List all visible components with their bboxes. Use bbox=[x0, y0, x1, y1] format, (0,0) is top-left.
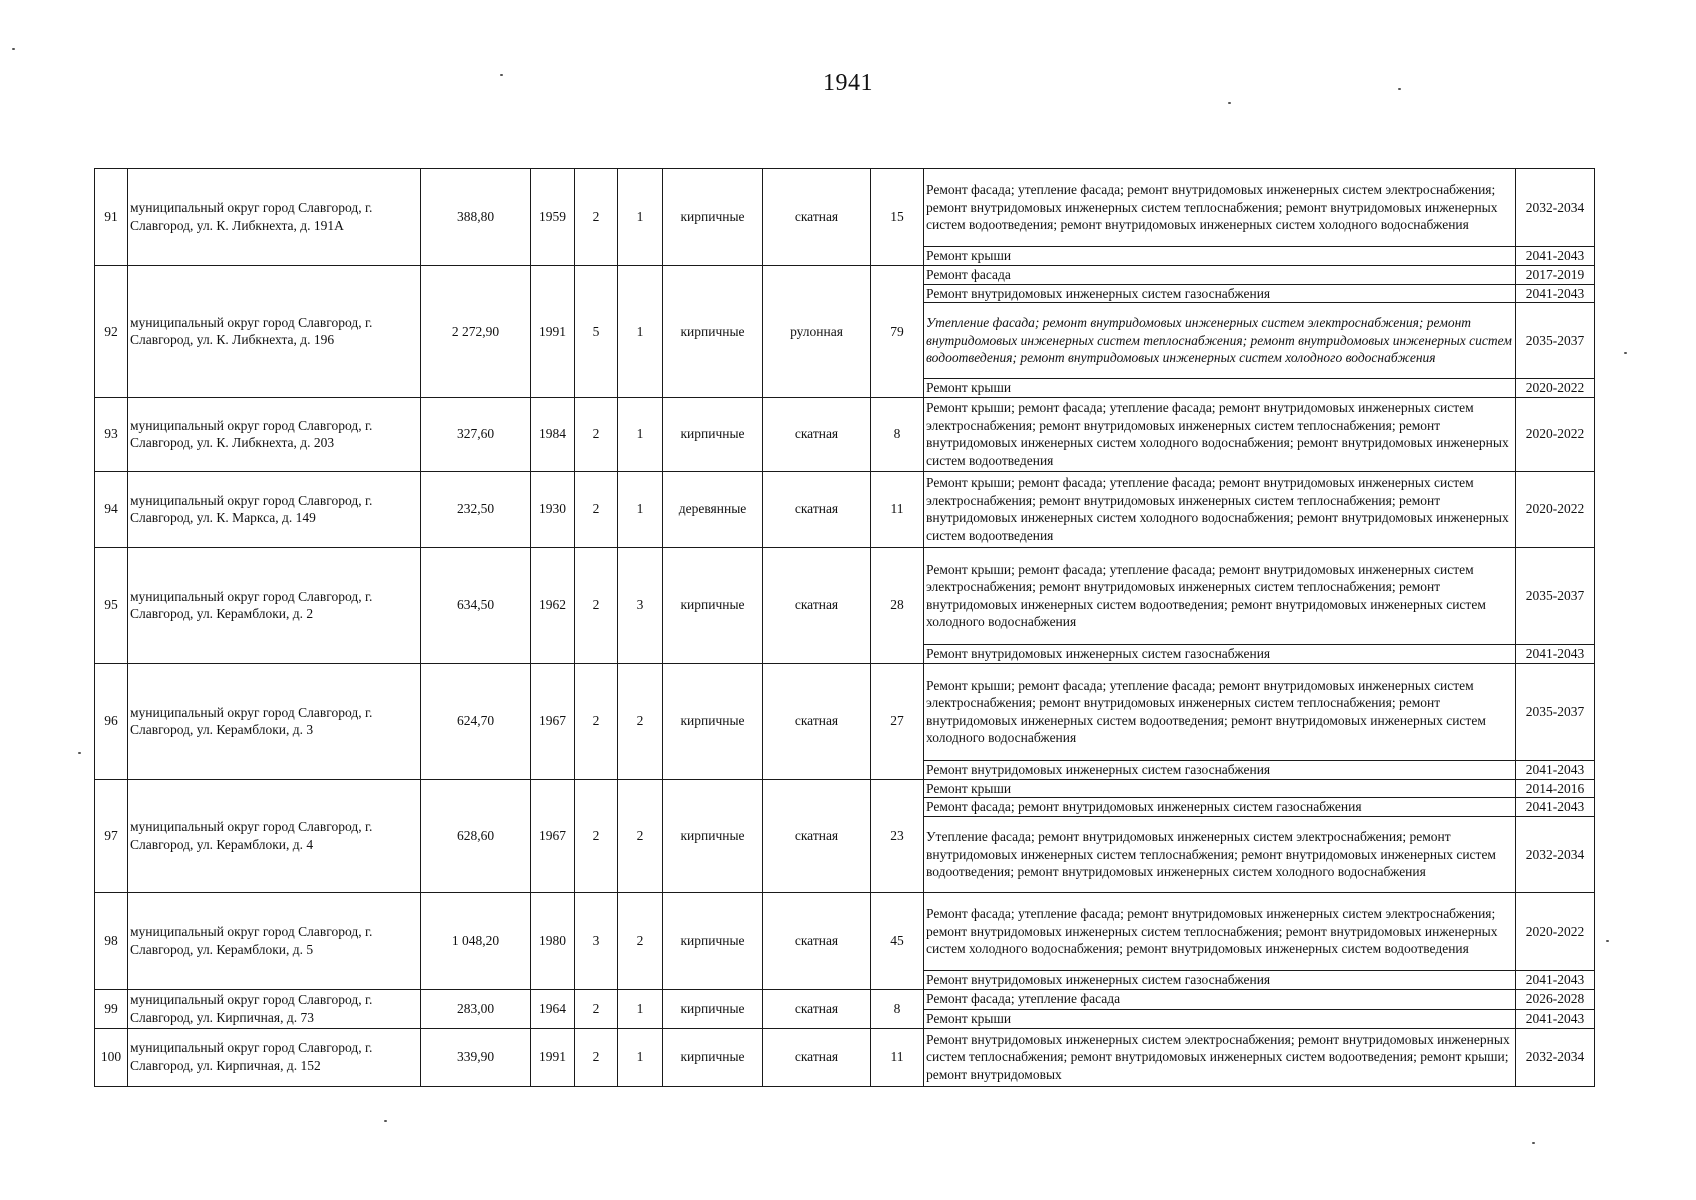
address-cell: муниципальный округ город Славгород, г. Славгород, ул. Керамблоки, д. 2 bbox=[128, 547, 421, 663]
work-description-cell: Утепление фасада; ремонт внутридомовых инженерных систем электроснабжения; ремонт внутридомовых инженерных систем теплоснабжения; ремонт внутридомовых инженерных систем водоотведения; ремонт внутридомовых инженерных систем холодного водоснабжения bbox=[924, 816, 1516, 892]
wall-material-cell: деревянные bbox=[663, 471, 763, 547]
floors-cell: 2 bbox=[575, 169, 618, 266]
work-period-cell: 2032-2034 bbox=[1516, 169, 1595, 247]
scan-speck bbox=[384, 1120, 387, 1122]
area-cell: 388,80 bbox=[421, 169, 531, 266]
scan-speck bbox=[1532, 1142, 1535, 1144]
work-description-cell: Ремонт внутридомовых инженерных систем газоснабжения bbox=[924, 644, 1516, 663]
address-cell: муниципальный округ город Славгород, г. Славгород, ул. К. Маркса, д. 149 bbox=[128, 471, 421, 547]
build-year-cell: 1980 bbox=[531, 892, 575, 989]
table-row bbox=[95, 397, 1595, 471]
work-description-cell: Ремонт крыши bbox=[924, 247, 1516, 266]
roof-type-cell: скатная bbox=[763, 547, 871, 663]
build-year-cell: 1967 bbox=[531, 663, 575, 779]
entrances-cell: 1 bbox=[618, 266, 663, 398]
area-cell: 283,00 bbox=[421, 989, 531, 1028]
wall-material-cell: кирпичные bbox=[663, 779, 763, 892]
entrances-cell: 1 bbox=[618, 471, 663, 547]
work-period-cell: 2041-2043 bbox=[1516, 284, 1595, 303]
residents-cell: 23 bbox=[871, 779, 924, 892]
floors-cell: 5 bbox=[575, 266, 618, 398]
work-period-cell: 2035-2037 bbox=[1516, 547, 1595, 644]
floors-cell: 2 bbox=[575, 989, 618, 1028]
build-year-cell: 1962 bbox=[531, 547, 575, 663]
address-cell: муниципальный округ город Славгород, г. Славгород, ул. Керамблоки, д. 3 bbox=[128, 663, 421, 779]
work-period-cell: 2014-2016 bbox=[1516, 779, 1595, 798]
area-cell: 624,70 bbox=[421, 663, 531, 779]
address-cell: муниципальный округ город Славгород, г. Славгород, ул. К. Либкнехта, д. 191А bbox=[128, 169, 421, 266]
work-period-cell: 2020-2022 bbox=[1516, 892, 1595, 970]
work-period-cell: 2020-2022 bbox=[1516, 397, 1595, 471]
residents-cell: 8 bbox=[871, 989, 924, 1028]
entrances-cell: 1 bbox=[618, 397, 663, 471]
work-description-cell: Ремонт крыши bbox=[924, 379, 1516, 398]
work-period-cell: 2032-2034 bbox=[1516, 1028, 1595, 1086]
row-number-cell: 97 bbox=[95, 779, 128, 892]
row-number-cell: 100 bbox=[95, 1028, 128, 1086]
roof-type-cell: рулонная bbox=[763, 266, 871, 398]
address-cell: муниципальный округ город Славгород, г. Славгород, ул. Кирпичная, д. 152 bbox=[128, 1028, 421, 1086]
work-description-cell: Ремонт внутридомовых инженерных систем электроснабжения; ремонт внутридомовых инженерных систем теплоснабжения; ремонт внутридомовых инженерных систем водоотведения; ремонт крыши; ремонт внутридомовых bbox=[924, 1028, 1516, 1086]
address-cell: муниципальный округ город Славгород, г. Славгород, ул. К. Либкнехта, д. 203 bbox=[128, 397, 421, 471]
residents-cell: 11 bbox=[871, 1028, 924, 1086]
table-row bbox=[95, 266, 1595, 285]
area-cell: 634,50 bbox=[421, 547, 531, 663]
wall-material-cell: кирпичные bbox=[663, 663, 763, 779]
build-year-cell: 1967 bbox=[531, 779, 575, 892]
build-year-cell: 1959 bbox=[531, 169, 575, 266]
roof-type-cell: скатная bbox=[763, 169, 871, 266]
work-period-cell: 2020-2022 bbox=[1516, 471, 1595, 547]
roof-type-cell: скатная bbox=[763, 397, 871, 471]
work-description-cell: Ремонт внутридомовых инженерных систем газоснабжения bbox=[924, 760, 1516, 779]
work-period-cell: 2041-2043 bbox=[1516, 247, 1595, 266]
table-row bbox=[95, 663, 1595, 760]
work-description-cell: Ремонт крыши bbox=[924, 1009, 1516, 1028]
work-description-cell: Ремонт внутридомовых инженерных систем газоснабжения bbox=[924, 284, 1516, 303]
wall-material-cell: кирпичные bbox=[663, 169, 763, 266]
entrances-cell: 1 bbox=[618, 169, 663, 266]
residents-cell: 11 bbox=[871, 471, 924, 547]
wall-material-cell: кирпичные bbox=[663, 547, 763, 663]
scan-speck bbox=[1398, 88, 1401, 90]
work-description-cell: Ремонт крыши; ремонт фасада; утепление фасада; ремонт внутридомовых инженерных систем электроснабжения; ремонт внутридомовых инженерных систем теплоснабжения; ремонт внутридомовых инженерных систем водоотведения; ремонт внутридомовых инженерных систем холодного водоснабжения bbox=[924, 547, 1516, 644]
work-period-cell: 2041-2043 bbox=[1516, 760, 1595, 779]
work-description-cell: Утепление фасада; ремонт внутридомовых инженерных систем электроснабжения; ремонт внутридомовых инженерных систем теплоснабжения; ремонт внутридомовых инженерных систем водоотведения; ремонт внутридомовых инженерных систем холодного водоснабжения bbox=[924, 303, 1516, 379]
housing-repair-table bbox=[94, 168, 1595, 1087]
area-cell: 628,60 bbox=[421, 779, 531, 892]
work-period-cell: 2020-2022 bbox=[1516, 379, 1595, 398]
residents-cell: 8 bbox=[871, 397, 924, 471]
entrances-cell: 1 bbox=[618, 989, 663, 1028]
floors-cell: 3 bbox=[575, 892, 618, 989]
roof-type-cell: скатная bbox=[763, 892, 871, 989]
address-cell: муниципальный округ город Славгород, г. Славгород, ул. Керамблоки, д. 4 bbox=[128, 779, 421, 892]
entrances-cell: 3 bbox=[618, 547, 663, 663]
area-cell: 232,50 bbox=[421, 471, 531, 547]
work-description-cell: Ремонт фасада; ремонт внутридомовых инженерных систем газоснабжения bbox=[924, 798, 1516, 817]
address-cell: муниципальный округ город Славгород, г. Славгород, ул. Кирпичная, д. 73 bbox=[128, 989, 421, 1028]
scan-speck bbox=[1624, 352, 1627, 354]
scan-speck bbox=[78, 752, 81, 754]
work-period-cell: 2035-2037 bbox=[1516, 663, 1595, 760]
wall-material-cell: кирпичные bbox=[663, 397, 763, 471]
work-period-cell: 2041-2043 bbox=[1516, 644, 1595, 663]
roof-type-cell: скатная bbox=[763, 663, 871, 779]
build-year-cell: 1991 bbox=[531, 266, 575, 398]
floors-cell: 2 bbox=[575, 471, 618, 547]
row-number-cell: 95 bbox=[95, 547, 128, 663]
work-period-cell: 2026-2028 bbox=[1516, 989, 1595, 1009]
row-number-cell: 98 bbox=[95, 892, 128, 989]
work-period-cell: 2035-2037 bbox=[1516, 303, 1595, 379]
scan-speck bbox=[1606, 940, 1609, 942]
floors-cell: 2 bbox=[575, 779, 618, 892]
work-description-cell: Ремонт фасада; утепление фасада; ремонт внутридомовых инженерных систем электроснабжения; ремонт внутридомовых инженерных систем теплоснабжения; ремонт внутридомовых инженерных систем холодного водоснабжения; ремонт внутридомовых инженерных систем водоотведения bbox=[924, 892, 1516, 970]
scan-speck bbox=[1228, 102, 1231, 104]
entrances-cell: 1 bbox=[618, 1028, 663, 1086]
address-cell: муниципальный округ город Славгород, г. Славгород, ул. Керамблоки, д. 5 bbox=[128, 892, 421, 989]
work-description-cell: Ремонт фасада; утепление фасада bbox=[924, 989, 1516, 1009]
row-number-cell: 92 bbox=[95, 266, 128, 398]
entrances-cell: 2 bbox=[618, 663, 663, 779]
residents-cell: 28 bbox=[871, 547, 924, 663]
page-number: 1941 bbox=[823, 70, 873, 96]
entrances-cell: 2 bbox=[618, 779, 663, 892]
wall-material-cell: кирпичные bbox=[663, 1028, 763, 1086]
table-row bbox=[95, 989, 1595, 1009]
area-cell: 2 272,90 bbox=[421, 266, 531, 398]
wall-material-cell: кирпичные bbox=[663, 266, 763, 398]
work-description-cell: Ремонт внутридомовых инженерных систем газоснабжения bbox=[924, 970, 1516, 989]
wall-material-cell: кирпичные bbox=[663, 892, 763, 989]
table-row bbox=[95, 779, 1595, 798]
scan-speck bbox=[12, 48, 15, 50]
work-period-cell: 2032-2034 bbox=[1516, 816, 1595, 892]
table-row bbox=[95, 471, 1595, 547]
roof-type-cell: скатная bbox=[763, 471, 871, 547]
build-year-cell: 1984 bbox=[531, 397, 575, 471]
work-description-cell: Ремонт крыши; ремонт фасада; утепление фасада; ремонт внутридомовых инженерных систем электроснабжения; ремонт внутридомовых инженерных систем теплоснабжения; ремонт внутридомовых инженерных систем холодного водоснабжения; ремонт внутридомовых инженерных систем водоотведения bbox=[924, 397, 1516, 471]
floors-cell: 2 bbox=[575, 1028, 618, 1086]
row-number-cell: 96 bbox=[95, 663, 128, 779]
work-period-cell: 2041-2043 bbox=[1516, 1009, 1595, 1028]
residents-cell: 45 bbox=[871, 892, 924, 989]
area-cell: 339,90 bbox=[421, 1028, 531, 1086]
table-body bbox=[95, 169, 1595, 1087]
work-description-cell: Ремонт фасада bbox=[924, 266, 1516, 285]
floors-cell: 2 bbox=[575, 547, 618, 663]
scan-speck bbox=[500, 74, 503, 76]
row-number-cell: 99 bbox=[95, 989, 128, 1028]
residents-cell: 27 bbox=[871, 663, 924, 779]
area-cell: 1 048,20 bbox=[421, 892, 531, 989]
table-row bbox=[95, 169, 1595, 247]
roof-type-cell: скатная bbox=[763, 989, 871, 1028]
entrances-cell: 2 bbox=[618, 892, 663, 989]
residents-cell: 15 bbox=[871, 169, 924, 266]
build-year-cell: 1930 bbox=[531, 471, 575, 547]
work-period-cell: 2041-2043 bbox=[1516, 798, 1595, 817]
work-period-cell: 2017-2019 bbox=[1516, 266, 1595, 285]
floors-cell: 2 bbox=[575, 397, 618, 471]
table-row bbox=[95, 547, 1595, 644]
row-number-cell: 94 bbox=[95, 471, 128, 547]
work-description-cell: Ремонт крыши; ремонт фасада; утепление фасада; ремонт внутридомовых инженерных систем электроснабжения; ремонт внутридомовых инженерных систем теплоснабжения; ремонт внутридомовых инженерных систем водоотведения; ремонт внутридомовых инженерных систем холодного водоснабжения bbox=[924, 663, 1516, 760]
floors-cell: 2 bbox=[575, 663, 618, 779]
build-year-cell: 1964 bbox=[531, 989, 575, 1028]
work-description-cell: Ремонт фасада; утепление фасада; ремонт внутридомовых инженерных систем электроснабжения; ремонт внутридомовых инженерных систем теплоснабжения; ремонт внутридомовых инженерных систем водоотведения; ремонт внутридомовых инженерных систем холодного водоснабжения bbox=[924, 169, 1516, 247]
row-number-cell: 93 bbox=[95, 397, 128, 471]
build-year-cell: 1991 bbox=[531, 1028, 575, 1086]
residents-cell: 79 bbox=[871, 266, 924, 398]
roof-type-cell: скатная bbox=[763, 779, 871, 892]
work-period-cell: 2041-2043 bbox=[1516, 970, 1595, 989]
row-number-cell: 91 bbox=[95, 169, 128, 266]
work-description-cell: Ремонт крыши bbox=[924, 779, 1516, 798]
wall-material-cell: кирпичные bbox=[663, 989, 763, 1028]
work-description-cell: Ремонт крыши; ремонт фасада; утепление фасада; ремонт внутридомовых инженерных систем электроснабжения; ремонт внутридомовых инженерных систем теплоснабжения; ремонт внутридомовых инженерных систем холодного водоснабжения; ремонт внутридомовых инженерных систем водоотведения bbox=[924, 471, 1516, 547]
area-cell: 327,60 bbox=[421, 397, 531, 471]
table-row bbox=[95, 1028, 1595, 1086]
address-cell: муниципальный округ город Славгород, г. Славгород, ул. К. Либкнехта, д. 196 bbox=[128, 266, 421, 398]
roof-type-cell: скатная bbox=[763, 1028, 871, 1086]
table-row bbox=[95, 892, 1595, 970]
